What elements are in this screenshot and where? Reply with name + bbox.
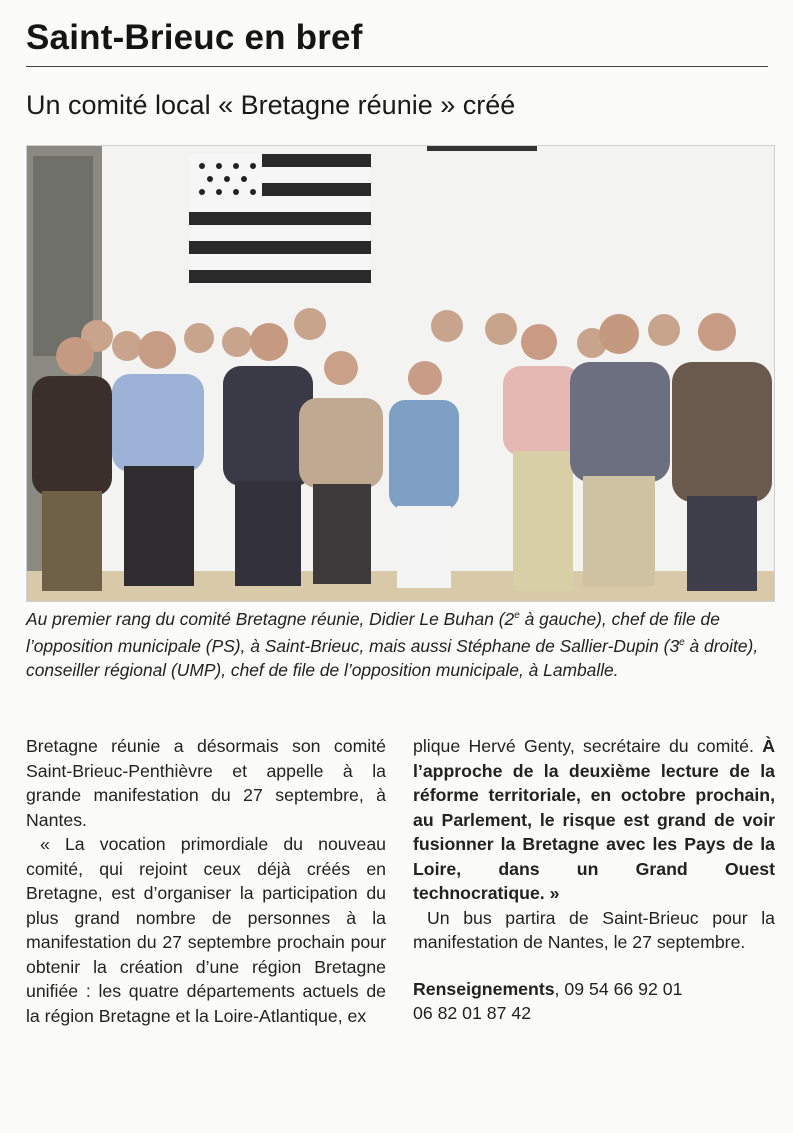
photo-caption (26, 604, 776, 682)
contact-info (413, 977, 775, 1026)
article-column-left (26, 734, 386, 1028)
caption-superscript: e (679, 636, 685, 648)
contact-phone-1: 09 54 66 92 01 (564, 978, 683, 999)
header-rule (26, 66, 768, 67)
section-title: Saint-Brieuc en bref (26, 18, 363, 57)
paragraph-bus: Un bus partira de Saint-Brieuc pour la manifestation de Nantes, le 27 septembre. (413, 907, 775, 952)
paragraph-quote: « La vocation primordiale du nouveau comité, qui rejoint ceux déjà créés en Bretagne, est d’organiser la participation du plus grand nombre de personnes à la manifestation du 27 septembre prochain pour obtenir la création d’une région Bretagne unifiée : les quatre départements actuels de la région Bretagne et la Loire-Atlantique, ex (26, 834, 386, 1026)
article-column-right (413, 734, 775, 1026)
quote-bold: À l’approche de la deuxième lecture de la réforme territoriale, en octobre prochain, au Parlement, le risque est grand de voir fusionner la Bretagne avec les Pays de la Loire, dans un Grand Ouest technocratique. » (413, 736, 775, 903)
breton-flag-icon (189, 154, 371, 286)
quote-continuation: plique Hervé Genty, secrétaire du comité. (413, 736, 763, 756)
caption-text: Au premier rang du comité Bretagne réunie, Didier Le Buhan (2 (26, 608, 515, 629)
paragraph-quote-continued (413, 734, 775, 906)
paragraph-intro: Bretagne réunie a désormais son comité Saint-Brieuc-Penthièvre et appelle à la grande manifestation du 27 septembre, à Nantes. (26, 736, 386, 830)
article-headline: Un comité local « Bretagne réunie » créé (26, 90, 516, 120)
contact-separator: , (554, 978, 565, 999)
contact-label: Renseignements (413, 978, 555, 999)
caption-superscript: e (514, 610, 520, 621)
caption-text: à droite), conseiller régional (UMP), chef de file de l’opposition municipale, à Lamballe. (26, 635, 759, 680)
group-photo (26, 145, 775, 602)
caption-text: à gauche), chef de file de l’opposition municipale (PS), à Saint-Brieuc, mais aussi Stéphane de Sallier-Dupin (3 (26, 608, 720, 656)
contact-phone-2: 06 82 01 87 42 (413, 1003, 532, 1023)
